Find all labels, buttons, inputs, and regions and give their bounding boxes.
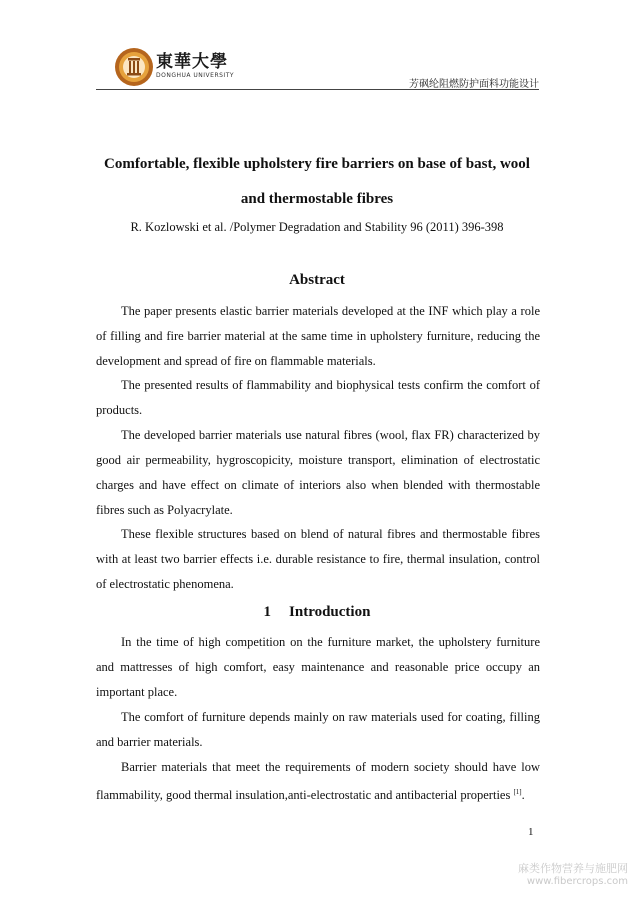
watermark <box>518 862 628 888</box>
paragraph-end: . <box>521 788 525 803</box>
page-number: 1 <box>528 826 534 838</box>
abstract-paragraph: The paper presents elastic barrier materials developed at the INF which play a role of filling and fire barrier material at the same time in upholstery furniture, reducing the development and spread of fire on flammable materials. <box>96 304 540 368</box>
logo-english-name: DONGHUA UNIVERSITY <box>156 72 235 79</box>
watermark-site-name: 麻类作物营养与施肥网 <box>518 862 628 875</box>
logo-chinese-name: 東華大學 <box>156 52 228 72</box>
introduction-paragraph <box>96 755 540 808</box>
abstract-paragraph: The presented results of flammability and biophysical tests confirm the comfort of products. <box>96 378 540 417</box>
paragraph-text: Barrier materials that meet the requirements of modern society should have low flammability, good thermal insulation,anti-electrostatic and antibacterial properties <box>96 760 540 803</box>
section-number: 1 <box>263 604 272 620</box>
paper-citation: R. Kozlowski et al. /Polymer Degradation and Stability 96 (2011) 396-398 <box>130 220 504 234</box>
introduction-paragraph: In the time of high competition on the furniture market, the upholstery furniture and mattresses of high comfort, easy maintenance and reasonable price occupy an important place. <box>96 635 540 699</box>
introduction-paragraph: The comfort of furniture depends mainly on raw materials used for coating, filling and barrier materials. <box>96 710 540 749</box>
reference-marker[interactable]: [1] <box>513 788 522 796</box>
abstract-paragraph: The developed barrier materials use natural fibres (wool, flax FR) characterized by good air permeability, hygroscopicity, moisture transport, elimination of electrostatic charges and have effect on climate of interiors also when blended with thermostable fibres such as Polyacrylate. <box>96 428 540 517</box>
section-title: Introduction <box>289 604 371 620</box>
page-header <box>96 44 539 88</box>
university-logo-text <box>156 52 234 80</box>
introduction-heading <box>60 604 574 621</box>
abstract-heading: Abstract <box>289 272 345 288</box>
watermark-url: www.fibercrops.com <box>526 876 628 887</box>
paper-title-line-1: Comfortable, flexible upholstery fire barriers on base of bast, wool <box>104 156 530 172</box>
university-logo-icon <box>114 47 154 87</box>
paper-title-line-2: and thermostable fibres <box>240 191 394 207</box>
abstract-paragraph: These flexible structures based on blend of natural fibres and thermostable fibres with at least two barrier effects i.e. durable resistance to fire, thermal insulation, control of electrostatic phenomena. <box>96 527 540 591</box>
header-title: 芳砜纶阻燃防护面料功能设计 <box>409 79 539 90</box>
header-divider <box>96 89 539 90</box>
